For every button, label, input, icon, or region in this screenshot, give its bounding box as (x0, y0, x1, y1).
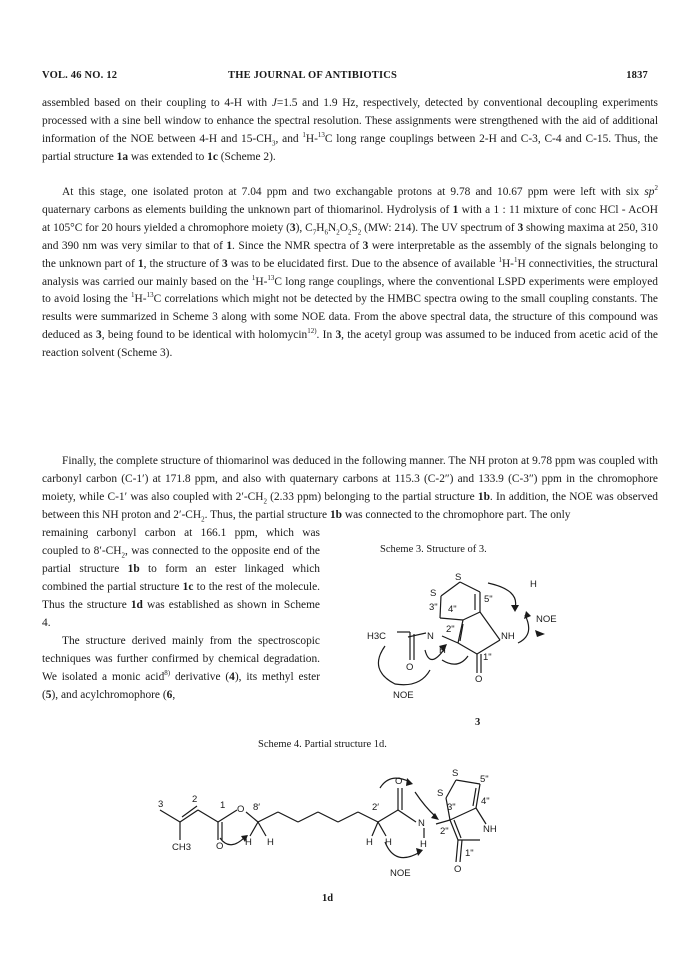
scheme4-c4: 4" (481, 796, 490, 807)
scheme4-n1: 1 (220, 800, 226, 811)
scheme3-noe-right: NOE (536, 614, 557, 625)
scheme3-c3: 3" (429, 602, 438, 613)
paragraph-5: The structure derived mainly from the spectroscopic techniques was further confirmed by chemical degradation. We isolated a monic acid$^{8)}$ derivative (4), its methyl ester (5), and acylchromophore (6, (42, 635, 320, 701)
running-header-journal: THE JOURNAL OF ANTIBIOTICS (228, 70, 398, 81)
scheme4-o-top: O (395, 776, 403, 787)
scheme4-h-c: H (366, 837, 373, 848)
scheme3-c2: 2" (446, 624, 455, 635)
scheme3-h3c: H3C (367, 631, 387, 642)
scheme3-c1: 1" (483, 652, 492, 663)
paragraph-2: At this stage, one isolated proton at 7.04 ppm and two exchangable protons at 9.78 and 10.67 ppm were left with six $sp^2$ quaternary carbons as elements building the unknown part of thiomarinol. Hydrolysis of 1 with a 1 : 11 mixture of conc HCl - AcOH at 105°C for 20 hours yielded a chromophore moiety (3), $C_7H_6N_2O_2S_2$ (MW: 214). The UV spectrum of 3 showing maxima at 250, 310 and 390 nm was very similar to that of 1. Since the NMR spectra of 3 were interpretable as the assembly of the signals belonging to the unknown part of 1, the structure of 3 was to be elucidated first. Due to the absence of available $^1$H-$^1$H connectivities, the structural analysis was carried our mainly based on the $^1$H-$^{13}$C long range couplings, where the conventional LSPD experiments were employed to avoid losing the $^1$H-$^{13}$C correlations which might not be detected by the HMBC spectra owing to the small coupling constants. The results were summarized in Scheme 3 along with some NOE data. From the above spectral data, the structure of this compound was deduced as 3, being found to be identical with holomycin$^{12)}$. In 3, the acetyl group was assumed to be induced from acetic acid of the reaction solvent (Scheme 3). (42, 184, 659, 360)
scheme4-o-ester: O (237, 804, 245, 815)
scheme4-c2: 2" (440, 826, 449, 837)
scheme-4-caption: Scheme 4. Partial structure 1d. (258, 739, 387, 750)
scheme4-n2p: 2′ (372, 802, 380, 813)
scheme4-n: N (418, 818, 425, 829)
scheme-4-structure (140, 752, 520, 882)
scheme4-nh: NH (483, 824, 497, 835)
paragraph-4: remaining carbonyl carbon at 166.1 ppm, which was coupled to $8'-CH_2$, was connected to the opposite end of the partial structure 1b to form an ester linkaged which combined the partial structure 1c to the rest of the molecule. Thus the structure 1d was established as shown in Scheme 4. (42, 527, 320, 629)
scheme4-n3: 3 (158, 799, 164, 810)
scheme4-c3: 3" (447, 802, 456, 813)
scheme4-n8p: 8′ (253, 802, 261, 813)
scheme4-noe: NOE (390, 868, 411, 879)
paragraph-3: Finally, the complete structure of thiomarinol was deduced in the following manner. The NH proton at 9.78 ppm was coupled with carbonyl carbon (C-1′) at 171.8 ppm, and also with quaternary carbons at 115.3 (C-2″) and 133.9 (C-3″) ppm in the chromophore moiety, while C-1′ was also coupled with $2'-CH_2$ (2.33 ppm) belonging to the partial structure 1b. In addition, the NOE was observed between this NH proton and $2'-CH_2$. Thus, the partial structure 1b was connected to the chromophore part. The only (42, 455, 658, 523)
scheme-3-caption: Scheme 3. Structure of 3. (380, 544, 487, 555)
scheme3-c4: 4" (448, 604, 457, 615)
scheme4-h-a: H (245, 837, 252, 848)
scheme3-c5: 5" (484, 594, 493, 605)
scheme3-n: N (427, 631, 434, 642)
scheme-3-structure (350, 560, 660, 710)
scheme3-nh: NH (501, 631, 515, 642)
scheme4-h-n: H (420, 839, 427, 850)
scheme4-o-bottom: O (454, 864, 462, 875)
scheme4-h-d: H (385, 837, 392, 848)
scheme3-h: H (439, 645, 446, 656)
scheme3-s2: S (430, 588, 437, 599)
scheme4-n2: 2 (192, 794, 198, 805)
running-header-volume: VOL. 46 NO. 12 (42, 70, 118, 81)
scheme4-c5: 5" (480, 774, 489, 785)
page-number: 1837 (626, 70, 648, 81)
scheme3-noe-bottom: NOE (393, 690, 414, 701)
scheme4-h-b: H (267, 837, 274, 848)
scheme3-h-top: H (530, 579, 537, 590)
scheme4-c1: 1" (465, 848, 474, 859)
scheme-4-compound-label: 1d (322, 893, 334, 904)
scheme-3-compound-label: 3 (475, 717, 481, 728)
scheme4-o-carb: O (216, 841, 224, 852)
scheme4-ch3: CH3 (172, 842, 192, 853)
scheme3-o1: O (406, 662, 414, 673)
paragraph-1: assembled based on their coupling to 4-H with J=1.5 and 1.9 Hz, respectively, detected by conventional decoupling experiments processed with a sine bell window to enhance the spectral resolution. These assignments were strengthened with the aid of additional information of the NOE between 4-H and $15-CH_3$, and $^1$H-$^{13}$C long range couplings between 2-H and C-3, C-4 and C-15. Thus, the partial structure 1a was extended to 1c (Scheme 2). (42, 97, 658, 163)
scheme3-o2: O (475, 674, 483, 685)
scheme4-s1: S (452, 768, 459, 779)
scheme3-s1: S (455, 572, 462, 583)
scheme4-s2: S (437, 788, 444, 799)
